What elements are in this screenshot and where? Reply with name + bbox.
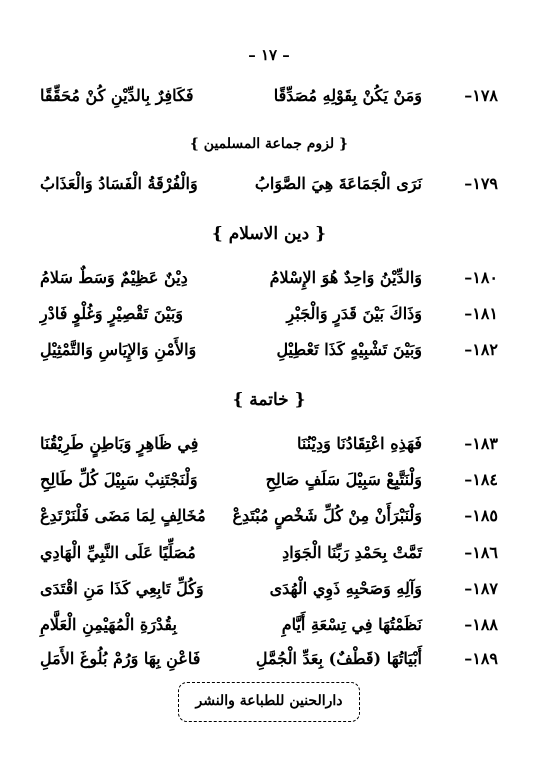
verse-number: ١٨٩– bbox=[464, 649, 498, 668]
verse-first-hemistich: نَظَمْتُهَا فِي تِسْعَةِ أَيَّامِ bbox=[281, 615, 422, 634]
verse-186 bbox=[40, 539, 498, 569]
verse-181 bbox=[40, 300, 498, 330]
verse-number: ١٨٦– bbox=[464, 543, 498, 562]
section-heading-conclusion: { خاتمة } bbox=[232, 390, 306, 410]
section-heading-religion: { دين الاسلام } bbox=[211, 224, 327, 244]
verse-183 bbox=[40, 430, 498, 460]
verse-187 bbox=[40, 575, 498, 605]
verse-185 bbox=[40, 502, 498, 532]
publisher-stamp: دارالحنين للطباعة والنشر bbox=[178, 682, 360, 722]
verse-188 bbox=[40, 611, 498, 641]
verse-second-hemistich: دِيْنٌ عَظِيْمٌ وَسَطٌ سَلامُ bbox=[40, 268, 188, 287]
verse-179 bbox=[40, 170, 498, 200]
verse-second-hemistich: وَالْفُرْقَةُ الْفَسَادُ وَالْعَذَابُ bbox=[40, 174, 198, 193]
verse-second-hemistich: وَلْنَجْتَنِبْ سَبِيْلَ كُلِّ طَالِحِ bbox=[40, 470, 198, 489]
verse-first-hemistich: وَمَنْ يَكُنْ بِقَوْلِهِ مُصَدِّقًا bbox=[273, 86, 422, 105]
verse-178 bbox=[40, 82, 498, 112]
verse-second-hemistich: وَبَيْنَ تَقْصِيْرٍ وَغُلْوٍ فَادْرِ bbox=[40, 304, 184, 323]
verse-number: ١٨٤– bbox=[464, 470, 498, 489]
verse-189 bbox=[40, 645, 498, 675]
verse-number: ١٨٨– bbox=[464, 615, 498, 634]
verse-number: ١٨٠– bbox=[464, 268, 498, 287]
verse-first-hemistich: فَهَذِهِ اعْتِقَادُنَا وَدِيْنُنَا bbox=[296, 434, 422, 453]
verse-second-hemistich: وَالأَمْنِ وَالإِيَاسِ وَالتَّمْثِيْلِ bbox=[40, 340, 197, 359]
verse-first-hemistich: وَذَاكَ بَيْنَ قَدَرٍ وَالْجَبْرِ bbox=[286, 304, 422, 323]
verse-number: ١٧٩– bbox=[464, 174, 498, 193]
verse-second-hemistich: وَكُلِّ تَابِعِي كَذَا مَنِ اقْتَدَى bbox=[40, 579, 204, 598]
verse-182 bbox=[40, 336, 498, 366]
verse-second-hemistich: بِقُدْرَةِ الْمُهَيْمِنِ الْعَلَّامِ bbox=[40, 615, 177, 634]
verse-second-hemistich: مُخَالِفٍ لِمَا مَضَى فَلْنَرْتَدِعْ bbox=[40, 506, 206, 525]
verse-number: ١٨٥– bbox=[464, 506, 498, 525]
page-number: – ١٧ – bbox=[248, 46, 290, 64]
verse-first-hemistich: وَلْنَتَّبِعْ سَبِيْلَ سَلَفٍ صَالِحِ bbox=[265, 470, 422, 489]
section-heading-community: { لزوم جماعة المسلمين } bbox=[189, 136, 349, 152]
verse-number: ١٨٧– bbox=[464, 579, 498, 598]
verse-first-hemistich: وَبَيْنَ تَشْبِيْهٍ كَذَا تَعْطِيْلِ bbox=[276, 340, 422, 359]
verse-first-hemistich: أَبْيَاتُهَا (قَطْفٌ) بِعَدِّ الْجُمَّلِ bbox=[255, 649, 422, 668]
verse-first-hemistich: وَلْنَبْرَأَنْ مِنْ كُلِّ شَخْصٍ مُبْتَدِعْ bbox=[232, 506, 422, 525]
verse-184 bbox=[40, 466, 498, 496]
verse-second-hemistich: فَكَافِرٌ بِالدِّيْنِ كُنْ مُحَقِّقًا bbox=[40, 86, 194, 105]
verse-first-hemistich: نَرَى الْجَمَاعَةَ هِيَ الصَّوَابُ bbox=[254, 174, 422, 193]
verse-first-hemistich: تَمَّتْ بِحَمْدِ رَبِّنَا الْجَوَادِ bbox=[282, 543, 422, 562]
verse-first-hemistich: وَآلِهِ وَصَحْبِهِ ذَوِي الْهُدَى bbox=[269, 579, 422, 598]
verse-first-hemistich: وَالدِّيْنُ وَاحِدٌ هُوَ الإِسْلامُ bbox=[269, 268, 422, 287]
verse-180 bbox=[40, 264, 498, 294]
verse-number: ١٨٣– bbox=[464, 434, 498, 453]
verse-number: ١٨٢– bbox=[464, 340, 498, 359]
verse-second-hemistich: فَاعْنِ بِهَا وَرُمْ بُلُوغَ الأَمَلِ bbox=[40, 649, 201, 668]
verse-second-hemistich: فِي ظَاهِرٍ وَبَاطِنٍ طَرِيْقُنَا bbox=[40, 434, 199, 453]
verse-number: ١٨١– bbox=[464, 304, 498, 323]
verse-second-hemistich: مُصَلِّيًا عَلَى النَّبِيِّ الْهَادِي bbox=[40, 543, 196, 562]
verse-number: ١٧٨– bbox=[464, 86, 498, 105]
